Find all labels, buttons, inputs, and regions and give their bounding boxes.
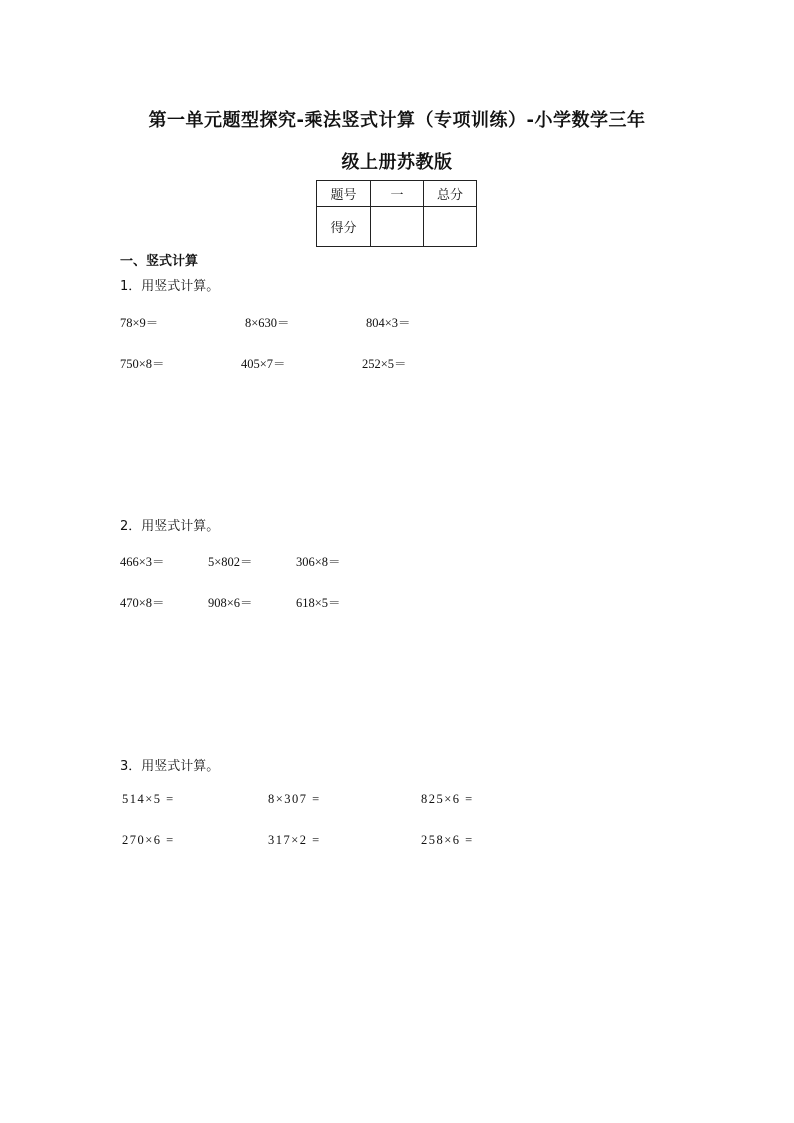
q2-expr-6: 618×5＝ <box>296 596 341 610</box>
q1-expr-6: 252×5＝ <box>362 357 407 371</box>
score-cell-part-one[interactable] <box>371 207 424 247</box>
question-2-label: 2．用竖式计算。 <box>120 519 220 534</box>
q2-expr-2: 5×802＝ <box>208 555 253 569</box>
q3-expr-2: 8×307 = <box>268 792 321 806</box>
score-header-total: 总分 <box>424 181 477 207</box>
q3-expr-4: 270×6 = <box>122 833 175 847</box>
score-table-score-row <box>317 207 477 247</box>
q3-expr-6: 258×6 = <box>421 833 474 847</box>
q3-expr-1: 514×5 = <box>122 792 175 806</box>
page-title-line-2: 级上册苏教版 <box>341 152 453 173</box>
score-table-header-row <box>317 181 477 207</box>
q2-expr-5: 908×6＝ <box>208 596 253 610</box>
q3-expr-3: 825×6 = <box>421 792 474 806</box>
q1-expr-3: 804×3＝ <box>366 316 411 330</box>
q1-expr-5: 405×7＝ <box>241 357 286 371</box>
q1-expr-2: 8×630＝ <box>245 316 290 330</box>
q1-expr-4: 750×8＝ <box>120 357 165 371</box>
page-title-line-1: 第一单元题型探究-乘法竖式计算（专项训练）-小学数学三年 <box>148 110 646 131</box>
q1-expr-1: 78×9＝ <box>120 316 159 330</box>
score-row-label: 得分 <box>317 207 371 247</box>
q2-expr-1: 466×3＝ <box>120 555 165 569</box>
section-heading: 一、竖式计算 <box>120 254 199 269</box>
q2-expr-3: 306×8＝ <box>296 555 341 569</box>
score-cell-total[interactable] <box>424 207 477 247</box>
q3-expr-5: 317×2 = <box>268 833 321 847</box>
score-header-question-number: 题号 <box>317 181 371 207</box>
question-1-label: 1．用竖式计算。 <box>120 279 220 294</box>
score-header-part-one: 一 <box>371 181 424 207</box>
question-3-label: 3．用竖式计算。 <box>120 759 220 774</box>
score-table <box>316 180 477 247</box>
q2-expr-4: 470×8＝ <box>120 596 165 610</box>
